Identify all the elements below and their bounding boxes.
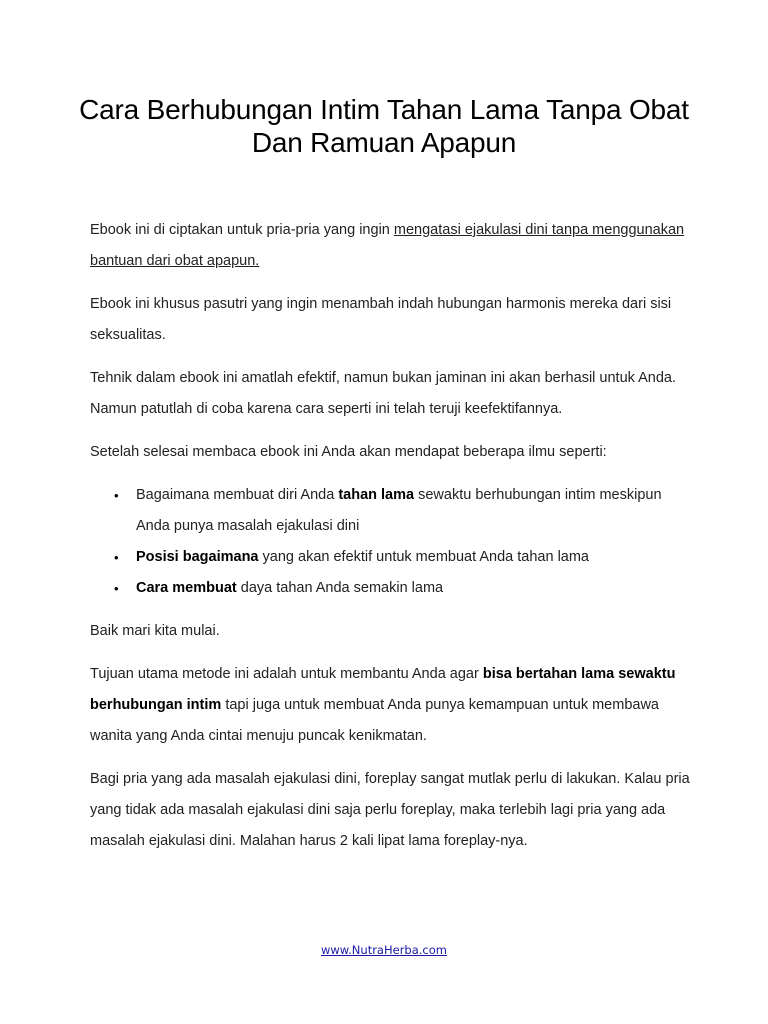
list-item-text: Bagaimana membuat diri Anda [136,487,339,503]
bullet-icon: • [114,550,119,565]
list-item-bold: tahan lama [338,487,415,503]
bullet-icon: • [114,488,119,503]
footer-website-link[interactable]: www.NutraHerba.com [320,943,447,957]
document-title: Cara Berhubungan Intim Tahan Lama Tanpa Obat Dan Ramuan Apapun [79,94,689,158]
list-item [90,542,690,573]
paragraph-goal-bold: bisa bertahan lama sewaktu berhubungan intim [90,666,676,713]
list-item [90,573,690,604]
benefits-list [90,480,690,604]
paragraph-start: Baik mari kita mulai. [90,623,220,639]
list-item-text: yang akan efektif untuk membuat Anda tahan lama [258,549,589,565]
paragraph-goal [90,659,690,752]
page-footer [0,943,768,957]
paragraph-benefits-intro: Setelah selesai membaca ebook ini Anda akan mendapat beberapa ilmu seperti: [90,444,607,460]
list-item-text: sewaktu berhubungan intim meskipun Anda punya masalah ejakulasi dini [136,487,662,534]
paragraph-effectiveness: Tehnik dalam ebook ini amatlah efektif, namun bukan jaminan ini akan berhasil untuk Anda. Namun patutlah di coba karena cara seperti ini telah teruji keefektifannya. [90,370,677,417]
paragraph-goal-text-end: tapi juga untuk membuat Anda punya kemampuan untuk membawa wanita yang Anda cintai menuju puncak kenikmatan. [90,697,659,744]
ejaculation-link[interactable]: mengatasi ejakulasi dini tanpa menggunakan bantuan dari obat apapun. [90,222,685,269]
paragraph-foreplay: Bagi pria yang ada masalah ejakulasi dini, foreplay sangat mutlak perlu di lakukan. Kalau pria yang tidak ada masalah ejakulasi dini saja perlu foreplay, maka terlebih lagi pria yang ada masalah ejakulasi dini. Malahan harus 2 kali lipat lama foreplay-nya. [90,771,690,849]
bullet-icon: • [114,581,119,596]
list-item-bold: Posisi bagaimana [136,549,259,565]
paragraph-intro [90,215,690,277]
paragraph-audience: Ebook ini khusus pasutri yang ingin menambah indah hubungan harmonis mereka dari sisi seksualitas. [90,296,672,343]
document-body [90,215,690,869]
list-item [90,480,690,542]
paragraph-goal-text: Tujuan utama metode ini adalah untuk membantu Anda agar [90,666,483,682]
list-item-bold: Cara membuat [136,580,237,596]
paragraph-intro-text: Ebook ini di ciptakan untuk pria-pria yang ingin [90,222,394,238]
list-item-text: daya tahan Anda semakin lama [236,580,444,596]
